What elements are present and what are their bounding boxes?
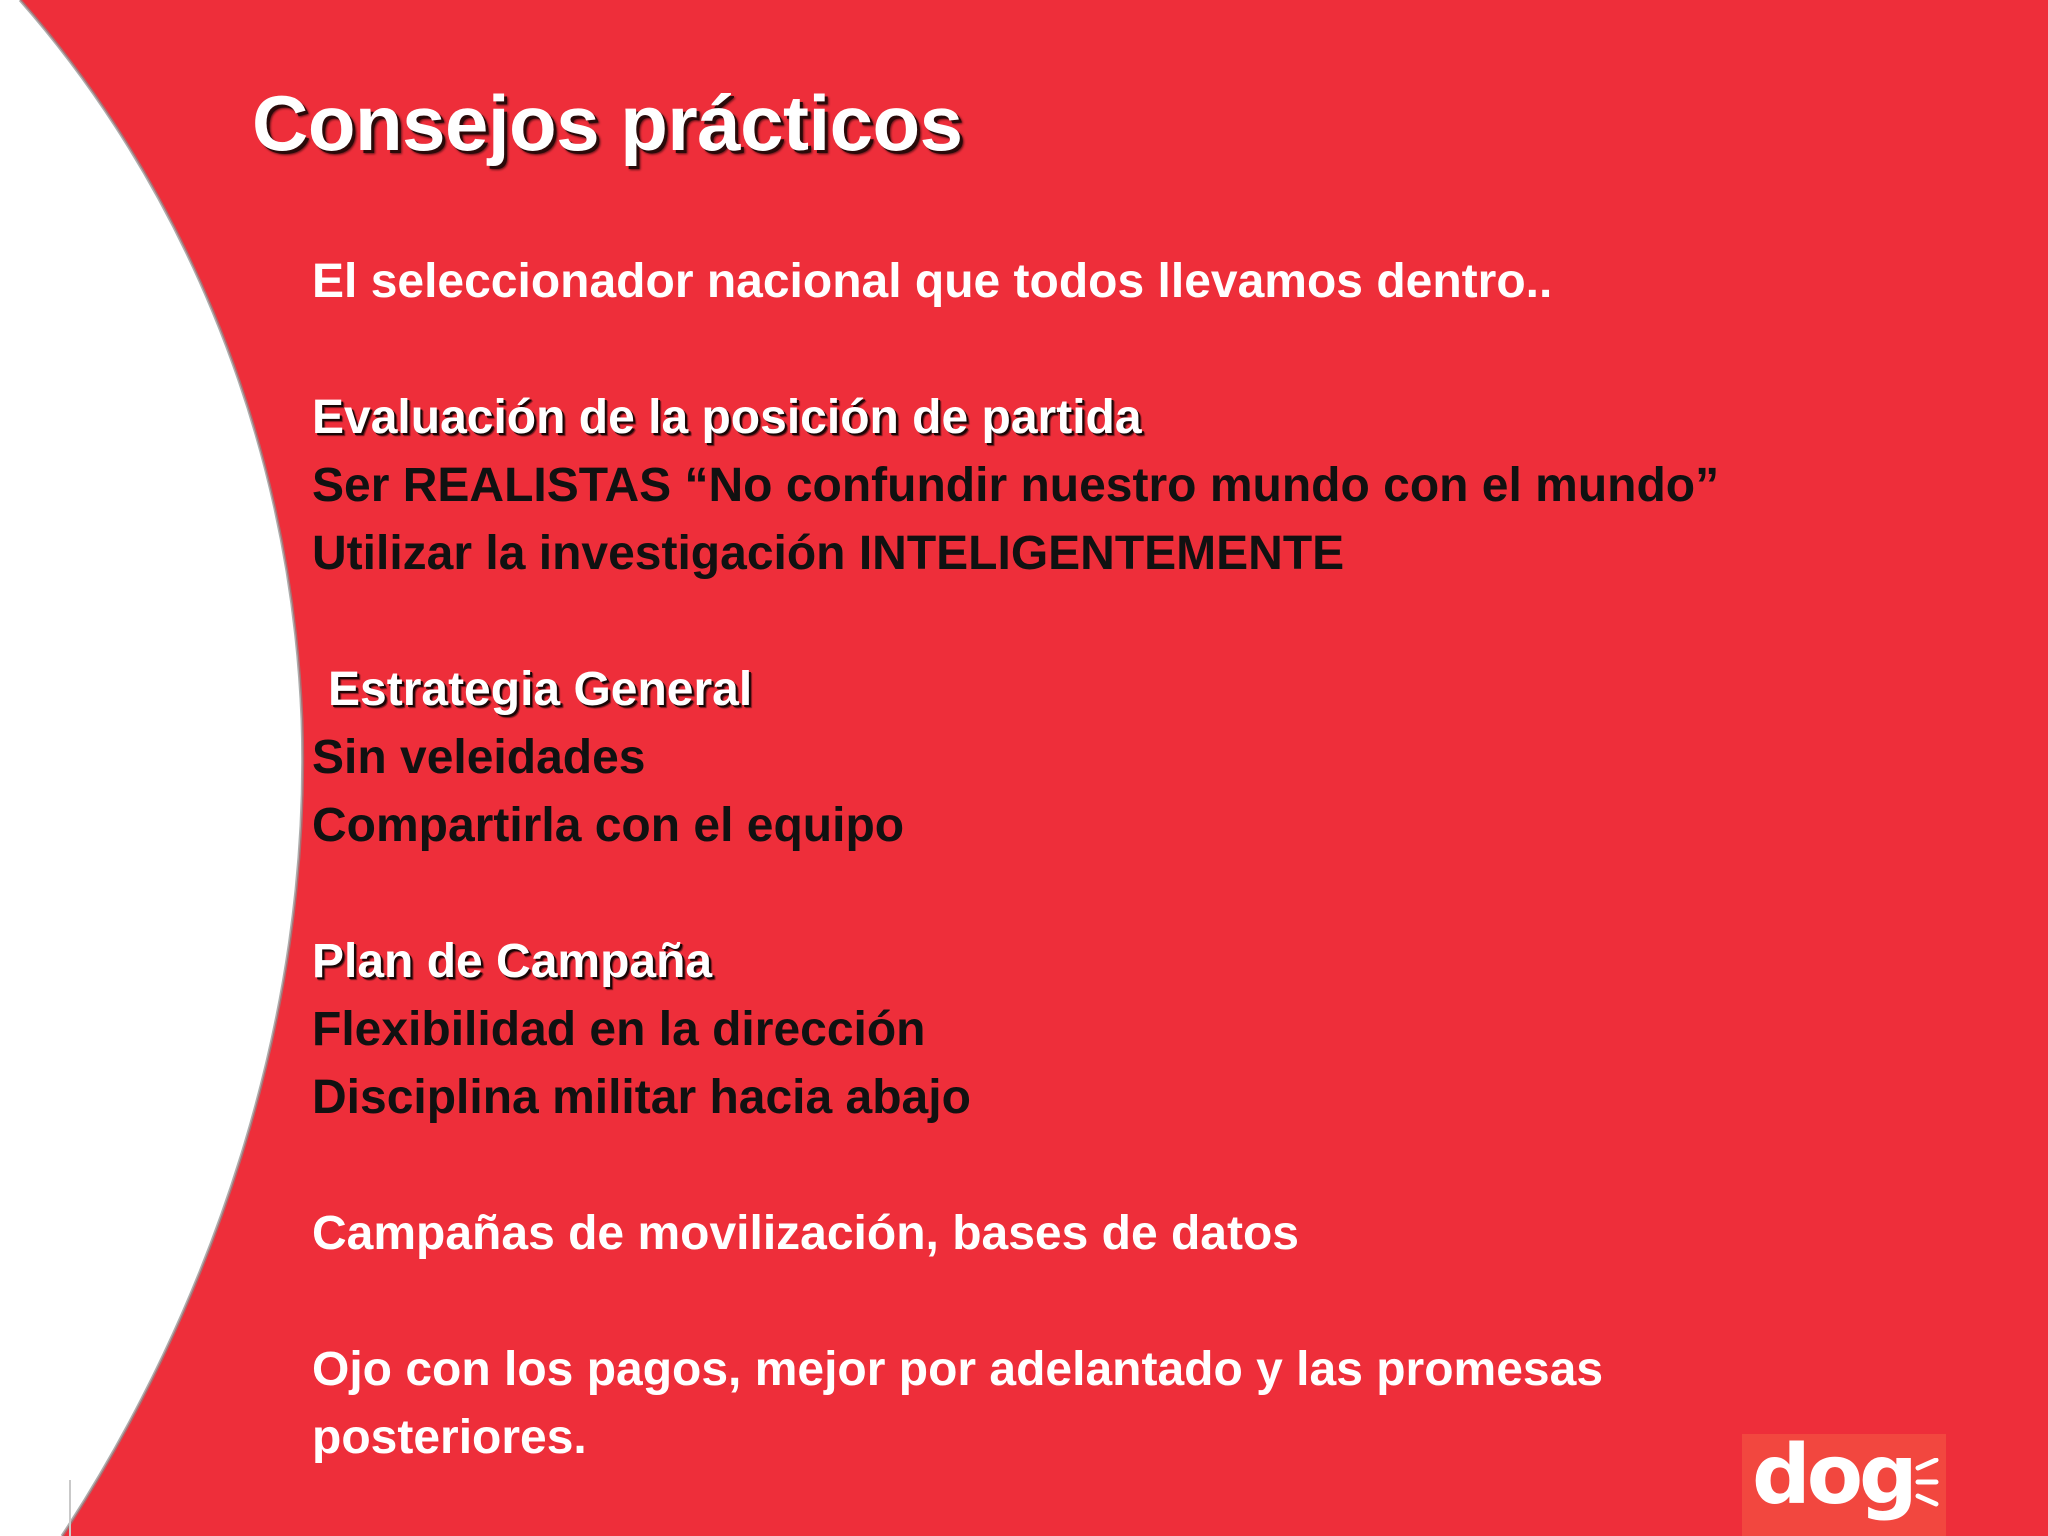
bullet-disciplina: Disciplina militar hacia abajo [312, 1071, 971, 1124]
section-heading-evaluacion: Evaluación de la posición de partida [312, 391, 1142, 444]
bullet-investigacion: Utilizar la investigación INTELIGENTEMENTE [312, 527, 1345, 580]
logo-signal-icon [1914, 1458, 1942, 1508]
bullet-flexibilidad: Flexibilidad en la dirección [312, 1003, 926, 1056]
movilizacion-line: Campañas de movilización, bases de datos [312, 1207, 1299, 1260]
spacer [312, 860, 1812, 928]
bullet-realistas: Ser REALISTAS “No confundir nuestro mundo con el mundo” [312, 459, 1720, 512]
intro-line: El seleccionador nacional que todos llevamos dentro.. [312, 255, 1553, 308]
section-heading-plan: Plan de Campaña [312, 935, 713, 988]
dog-logo [1742, 1428, 1946, 1536]
bullet-veleidades: Sin veleidades [312, 731, 646, 784]
bullet-compartirla: Compartirla con el equipo [312, 799, 905, 852]
spacer [312, 1132, 1812, 1200]
logo-wordmark: dog [1752, 1428, 1914, 1523]
section-heading-estrategia: Estrategia General [328, 663, 753, 716]
spacer [312, 1268, 1812, 1336]
slide-body [312, 248, 1812, 1472]
pagos-line: Ojo con los pagos, mejor por adelantado y las promesas posteriores. [312, 1343, 1604, 1464]
spacer [312, 588, 1812, 656]
slide-title: Consejos prácticos [252, 79, 963, 167]
spacer [312, 316, 1812, 384]
